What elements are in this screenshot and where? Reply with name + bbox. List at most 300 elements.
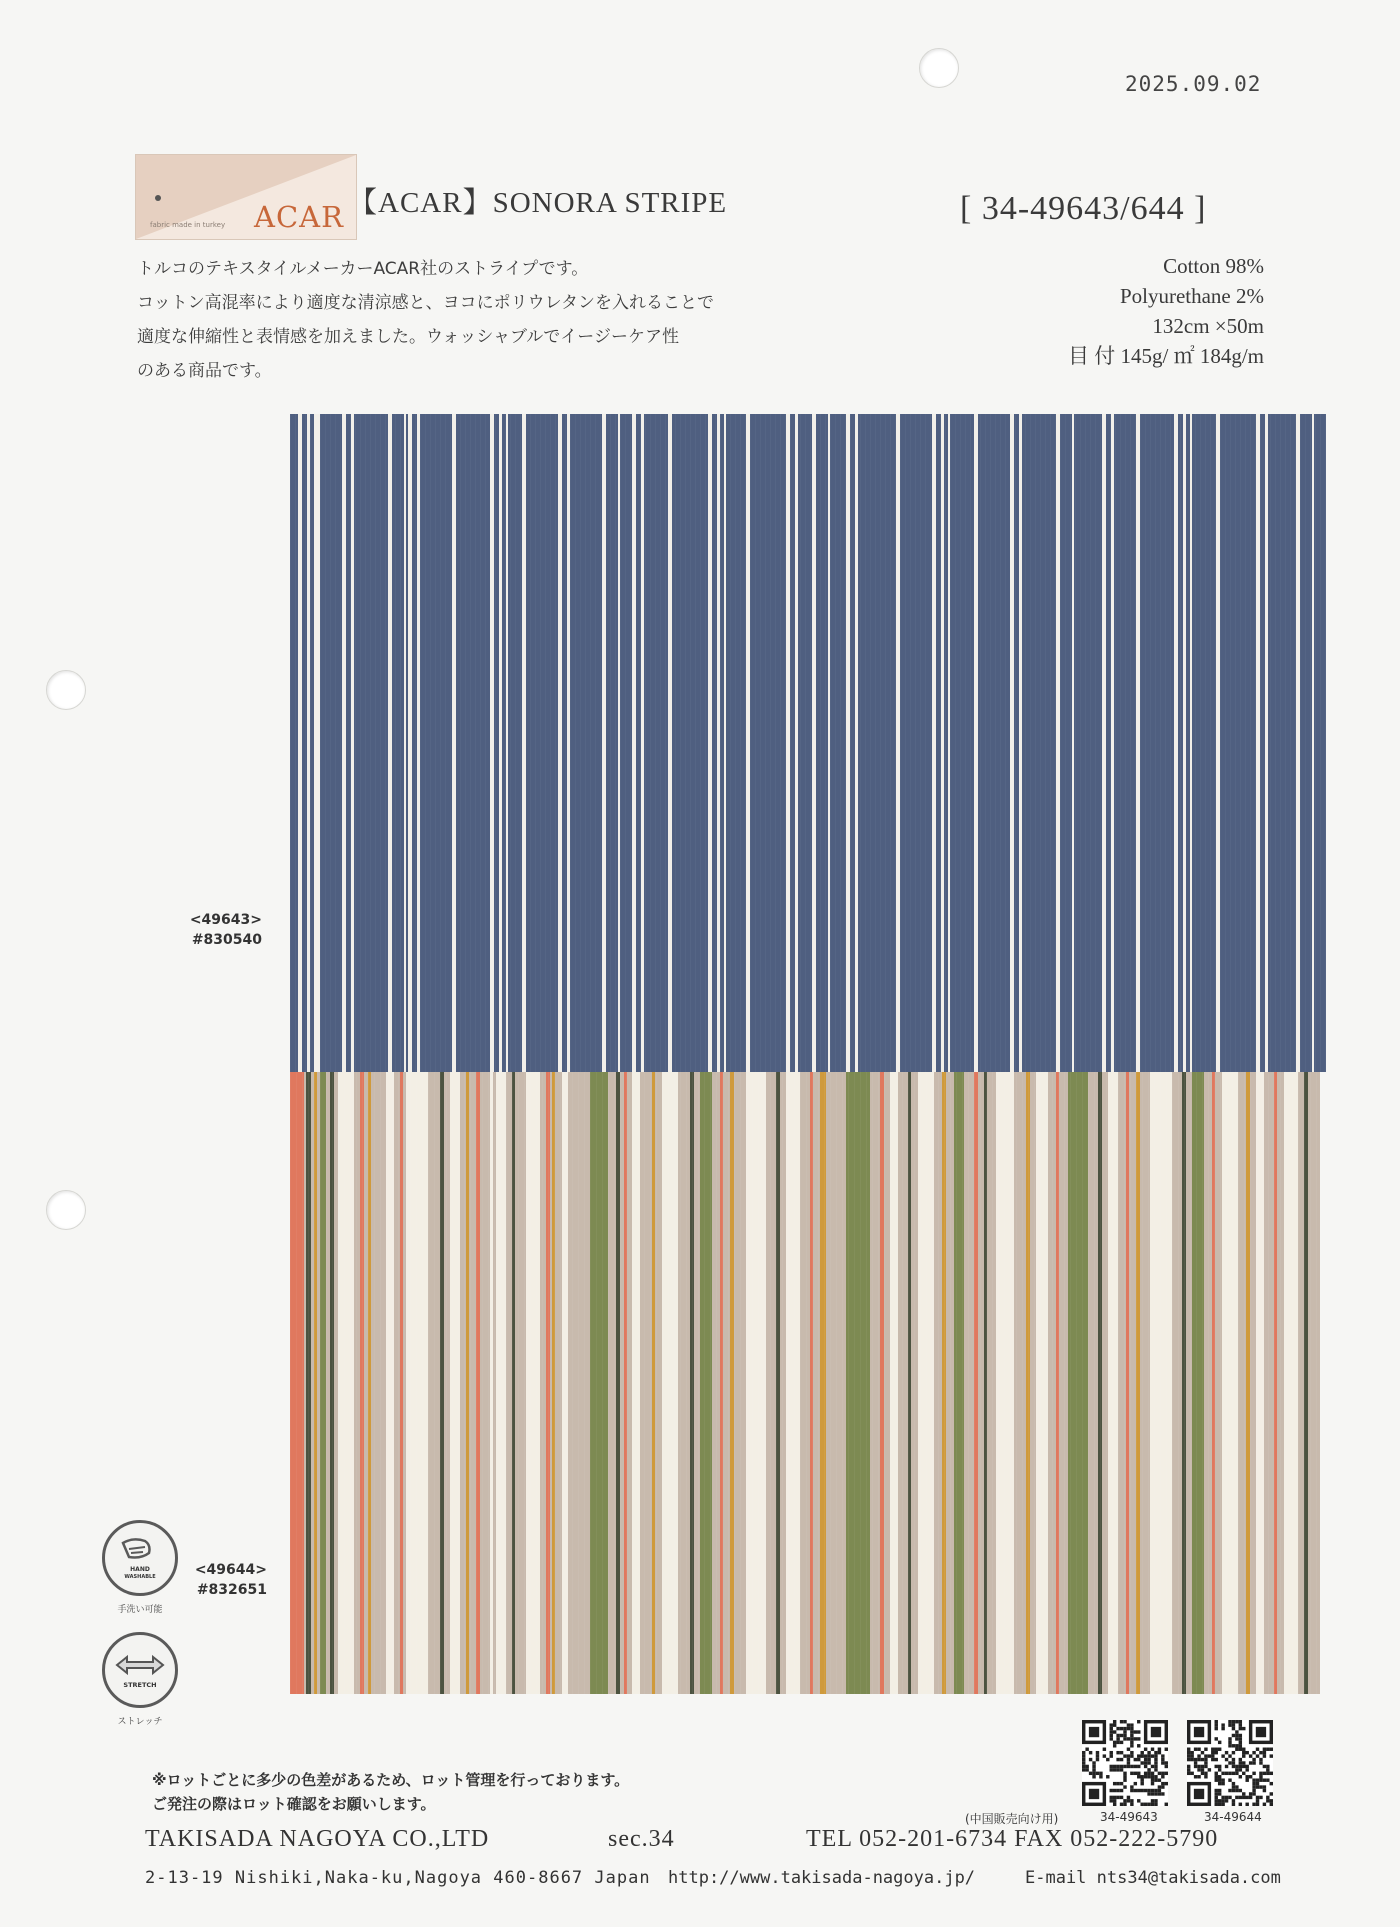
fabric-specs [1068, 251, 1264, 371]
weave-texture [608, 1072, 609, 1694]
weave-texture [698, 1072, 699, 1694]
weave-texture [986, 1072, 987, 1694]
stripe [1296, 414, 1300, 1072]
weave-texture [1090, 414, 1091, 1072]
qr-module [1113, 1720, 1116, 1723]
qr-module [1263, 1765, 1266, 1768]
qr-module [1263, 1748, 1266, 1751]
weave-texture [925, 414, 926, 1072]
qr-module [1232, 1734, 1235, 1737]
qr-module [1256, 1748, 1259, 1751]
qr-module [1228, 1754, 1231, 1757]
qr-module [1134, 1765, 1137, 1768]
qr-module [1270, 1792, 1273, 1795]
qr-module [1266, 1799, 1269, 1802]
weave-texture [398, 1072, 399, 1694]
qr-module [1187, 1765, 1190, 1768]
qr-module [1239, 1741, 1242, 1744]
qr-module [1110, 1734, 1113, 1737]
weave-texture [620, 1072, 621, 1694]
qr-module [1201, 1751, 1204, 1754]
weave-texture [1052, 1072, 1053, 1694]
qr-module [1215, 1765, 1218, 1768]
qr-module [1194, 1761, 1197, 1764]
qr-module [1123, 1778, 1126, 1781]
weave-texture [1226, 1072, 1227, 1694]
weave-texture [445, 414, 446, 1072]
weave-texture [430, 414, 431, 1072]
weave-texture [1035, 414, 1036, 1072]
qr-module [1218, 1803, 1221, 1806]
weave-texture [1214, 1072, 1215, 1694]
weave-texture [1310, 414, 1311, 1072]
weave-texture [1100, 1072, 1101, 1694]
qr-module [1232, 1803, 1235, 1806]
weave-texture [605, 414, 606, 1072]
qr-finder [1194, 1789, 1204, 1799]
fabric-swatch-49644 [290, 1072, 1320, 1694]
qr-module [1228, 1789, 1231, 1792]
qr-module [1165, 1772, 1168, 1775]
weave-texture [410, 414, 411, 1072]
qr-module [1235, 1744, 1238, 1747]
weave-texture [375, 414, 376, 1072]
qr-module [1082, 1751, 1085, 1754]
qr-module [1204, 1765, 1207, 1768]
qr-module [1127, 1748, 1130, 1751]
weave-texture [686, 1072, 687, 1694]
qr-module [1147, 1751, 1150, 1754]
weave-texture [668, 1072, 669, 1694]
qr-module [1096, 1758, 1099, 1761]
weave-texture [780, 414, 781, 1072]
swatch-color-no: #832651 [196, 1582, 267, 1598]
qr-module [1096, 1772, 1099, 1775]
qr-module [1161, 1785, 1164, 1788]
qr-code-49644[interactable] [1187, 1720, 1273, 1806]
qr-code-49643[interactable] [1082, 1720, 1168, 1806]
weave-texture [435, 414, 436, 1072]
qr-module [1110, 1727, 1113, 1730]
stripe [948, 414, 950, 1072]
qr-module [1120, 1768, 1123, 1771]
qr-module [1154, 1761, 1157, 1764]
qr-module [1137, 1720, 1140, 1723]
weave-texture [1085, 414, 1086, 1072]
website-link[interactable]: http://www.takisada-nagoya.jp/ [668, 1868, 976, 1888]
qr-module [1165, 1782, 1168, 1785]
qr-module [1110, 1789, 1113, 1792]
qr-module [1242, 1748, 1245, 1751]
weave-texture [692, 1072, 693, 1694]
weave-texture [512, 1072, 513, 1694]
weave-texture [415, 414, 416, 1072]
weave-texture [926, 1072, 927, 1694]
qr-module [1211, 1754, 1214, 1757]
qr-module [1165, 1748, 1168, 1751]
qr-module [1194, 1765, 1197, 1768]
weave-texture [1280, 414, 1281, 1072]
qr-module [1154, 1751, 1157, 1754]
weave-texture [520, 414, 521, 1072]
weave-texture [580, 414, 581, 1072]
weave-texture [885, 414, 886, 1072]
qr-module [1225, 1772, 1228, 1775]
weave-texture [1094, 1072, 1095, 1694]
weave-texture [900, 414, 901, 1072]
weave-texture [825, 414, 826, 1072]
weave-texture [745, 414, 746, 1072]
stripe [506, 414, 508, 1072]
weave-texture [896, 1072, 897, 1694]
qr-module [1242, 1796, 1245, 1799]
qr-module [1252, 1789, 1255, 1792]
qr-module [1161, 1792, 1164, 1795]
qr-module [1130, 1772, 1133, 1775]
hand-wash-icon [102, 1520, 178, 1596]
qr-module [1137, 1754, 1140, 1757]
qr-module [1215, 1727, 1218, 1730]
qr-module [1245, 1768, 1248, 1771]
notice-line: ※ロットごとに多少の色差があるため、ロット管理を行っております。 [152, 1771, 630, 1789]
weave-texture [315, 414, 316, 1072]
qr-module [1218, 1792, 1221, 1795]
qr-module [1187, 1751, 1190, 1754]
weave-texture [806, 1072, 807, 1694]
weave-texture [730, 414, 731, 1072]
qr-module [1245, 1803, 1248, 1806]
weave-texture [1004, 1072, 1005, 1694]
qr-module [1249, 1761, 1252, 1764]
weave-texture [1268, 1072, 1269, 1694]
weave-texture [1045, 414, 1046, 1072]
weave-texture [440, 414, 441, 1072]
email-address[interactable]: E-mail nts34@takisada.com [1025, 1868, 1281, 1888]
qr-module [1235, 1748, 1238, 1751]
qr-module [1259, 1751, 1262, 1754]
weave-texture [1145, 414, 1146, 1072]
weave-texture [995, 414, 996, 1072]
weave-texture [890, 1072, 891, 1694]
stripe [1246, 1072, 1250, 1694]
weave-texture [752, 1072, 753, 1694]
stripe [896, 414, 900, 1072]
stripe [417, 414, 420, 1072]
weave-texture [850, 414, 851, 1072]
qr-module [1110, 1723, 1113, 1726]
qr-module [1158, 1792, 1161, 1795]
weave-texture [1160, 414, 1161, 1072]
weave-texture [1285, 414, 1286, 1072]
weave-texture [650, 414, 651, 1072]
weave-texture [930, 414, 931, 1072]
weave-texture [1130, 414, 1131, 1072]
qr-module [1137, 1758, 1140, 1761]
qr-module [1239, 1796, 1242, 1799]
weave-texture [610, 414, 611, 1072]
weave-texture [1106, 1072, 1107, 1694]
weave-texture [575, 414, 576, 1072]
weave-texture [1235, 414, 1236, 1072]
weave-texture [464, 1072, 465, 1694]
qr-module [1239, 1775, 1242, 1778]
weave-texture [434, 1072, 435, 1694]
qr-module [1116, 1751, 1119, 1754]
qr-module [1201, 1772, 1204, 1775]
qr-module [1110, 1737, 1113, 1740]
weave-texture [650, 1072, 651, 1694]
qr-module [1147, 1772, 1150, 1775]
weave-texture [356, 1072, 357, 1694]
qr-module [1215, 1775, 1218, 1778]
qr-module [1116, 1734, 1119, 1737]
qr-module [1151, 1792, 1154, 1795]
qr-module [1113, 1782, 1116, 1785]
qr-module [1134, 1737, 1137, 1740]
stripe [466, 1072, 469, 1694]
qr-module [1245, 1751, 1248, 1754]
hand-wash-caption: 手洗い可能 [117, 1605, 163, 1615]
stripe [490, 1072, 493, 1694]
qr-module [1232, 1789, 1235, 1792]
composition-polyurethane: Polyurethane 2% [1119, 284, 1264, 308]
weave-texture [950, 1072, 951, 1694]
weave-texture [1025, 414, 1026, 1072]
weave-texture [776, 1072, 777, 1694]
qr-module [1154, 1803, 1157, 1806]
weave-texture [455, 414, 456, 1072]
qr-module [1239, 1803, 1242, 1806]
qr-module [1140, 1775, 1143, 1778]
stretch-label: STRETCH [123, 1681, 157, 1689]
qr-module [1259, 1772, 1262, 1775]
qr-module [1120, 1765, 1123, 1768]
qr-module [1232, 1727, 1235, 1730]
weave-texture [950, 414, 951, 1072]
qr-module [1120, 1727, 1123, 1730]
weave-texture [525, 414, 526, 1072]
qr-module [1218, 1768, 1221, 1771]
qr-module [1263, 1772, 1266, 1775]
qr-module [1147, 1789, 1150, 1792]
qr-module [1161, 1782, 1164, 1785]
qr-caption-49644: 34-49644 [1204, 1810, 1262, 1824]
weave-texture [596, 1072, 597, 1694]
qr-module [1106, 1775, 1109, 1778]
qr-module [1232, 1772, 1235, 1775]
qr-module [1140, 1803, 1143, 1806]
qr-module [1197, 1775, 1200, 1778]
weave-texture [494, 1072, 495, 1694]
qr-module [1137, 1737, 1140, 1740]
qr-module [1218, 1799, 1221, 1802]
qr-module [1256, 1782, 1259, 1785]
weave-texture [962, 1072, 963, 1694]
qr-module [1154, 1789, 1157, 1792]
weave-texture [854, 1072, 855, 1694]
weave-texture [1225, 414, 1226, 1072]
weave-texture [1118, 1072, 1119, 1694]
weave-texture [330, 414, 331, 1072]
qr-module [1249, 1796, 1252, 1799]
qr-module [1151, 1772, 1154, 1775]
qr-module [1235, 1785, 1238, 1788]
weave-texture [770, 414, 771, 1072]
swatch-id: <49643> [189, 912, 262, 928]
weave-texture [1260, 414, 1261, 1072]
qr-module [1252, 1758, 1255, 1761]
logo-subtitle: fabric made in turkey [150, 221, 226, 229]
qr-module [1204, 1772, 1207, 1775]
weave-texture [1016, 1072, 1017, 1694]
weave-texture [790, 414, 791, 1072]
weave-texture [332, 1072, 333, 1694]
qr-module [1144, 1803, 1147, 1806]
weave-texture [980, 1072, 981, 1694]
weave-texture [1292, 1072, 1293, 1694]
weave-texture [338, 1072, 339, 1694]
qr-module [1154, 1768, 1157, 1771]
weave-texture [705, 414, 706, 1072]
weave-texture [320, 1072, 321, 1694]
weave-texture [1180, 414, 1181, 1072]
qr-module [1144, 1754, 1147, 1757]
stripe [662, 1072, 678, 1694]
qr-module [1099, 1772, 1102, 1775]
weave-texture [1165, 414, 1166, 1072]
weave-texture [870, 414, 871, 1072]
qr-module [1239, 1734, 1242, 1737]
weave-texture [1115, 414, 1116, 1072]
qr-module [1232, 1720, 1235, 1723]
qr-module [1256, 1778, 1259, 1781]
qr-module [1134, 1782, 1137, 1785]
weave-texture [416, 1072, 417, 1694]
qr-module [1123, 1775, 1126, 1778]
description-line: トルコのテキスタイルメーカーACAR社のストライプです。 [137, 259, 589, 279]
qr-module [1190, 1751, 1193, 1754]
qr-module [1228, 1720, 1231, 1723]
qr-module [1235, 1765, 1238, 1768]
weave-texture [735, 414, 736, 1072]
weave-texture [485, 414, 486, 1072]
qr-module [1259, 1758, 1262, 1761]
weave-texture [500, 414, 501, 1072]
stripe [652, 1072, 655, 1694]
weave-texture [374, 1072, 375, 1694]
weave-texture [880, 414, 881, 1072]
qr-module [1215, 1748, 1218, 1751]
qr-module [1144, 1789, 1147, 1792]
weave-texture [770, 1072, 771, 1694]
weave-texture [370, 414, 371, 1072]
qr-module [1137, 1765, 1140, 1768]
qr-module [1266, 1765, 1269, 1768]
weave-texture [1304, 1072, 1305, 1694]
weave-texture [554, 1072, 555, 1694]
qr-module [1161, 1758, 1164, 1761]
qr-module [1225, 1765, 1228, 1768]
qr-module [1239, 1789, 1242, 1792]
weave-texture [390, 414, 391, 1072]
weave-texture [1160, 1072, 1161, 1694]
weave-texture [1105, 414, 1106, 1072]
company-name: TAKISADA NAGOYA CO.,LTD [145, 1826, 490, 1852]
qr-module [1242, 1754, 1245, 1757]
weave-texture [935, 414, 936, 1072]
qr-module [1204, 1748, 1207, 1751]
hand-wash-label-line1: HAND [130, 1566, 150, 1573]
qr-module [1232, 1758, 1235, 1761]
qr-module [1201, 1758, 1204, 1761]
qr-module [1232, 1744, 1235, 1747]
qr-module [1252, 1792, 1255, 1795]
qr-module [1270, 1782, 1273, 1785]
qr-module [1228, 1778, 1231, 1781]
qr-module [1165, 1765, 1168, 1768]
product-code: [ 34-49643/644 ] [960, 190, 1207, 227]
qr-module [1252, 1772, 1255, 1775]
weave-texture [884, 1072, 885, 1694]
qr-module [1120, 1751, 1123, 1754]
qr-module [1187, 1772, 1190, 1775]
stripe [1222, 1072, 1238, 1694]
weave-texture [975, 414, 976, 1072]
qr-module [1130, 1741, 1133, 1744]
weave-texture [788, 1072, 789, 1694]
weave-texture [1325, 414, 1326, 1072]
weave-texture [1130, 1072, 1131, 1694]
qr-module [1127, 1727, 1130, 1730]
weave-texture [920, 414, 921, 1072]
qr-module [1092, 1765, 1095, 1768]
qr-module [1235, 1768, 1238, 1771]
qr-module [1151, 1789, 1154, 1792]
qr-module [1103, 1754, 1106, 1757]
qr-module [1239, 1720, 1242, 1723]
weave-texture [1230, 414, 1231, 1072]
qr-module [1147, 1768, 1150, 1771]
weave-texture [1058, 1072, 1059, 1694]
qr-module [1263, 1789, 1266, 1792]
qr-module [1082, 1754, 1085, 1757]
weave-texture [910, 414, 911, 1072]
stripe [316, 414, 320, 1072]
qr-module [1085, 1748, 1088, 1751]
qr-module [1225, 1751, 1228, 1754]
qr-module [1215, 1720, 1218, 1723]
weave-texture [1210, 414, 1211, 1072]
qr-module [1266, 1778, 1269, 1781]
weave-texture [1055, 414, 1056, 1072]
qr-module [1218, 1775, 1221, 1778]
weave-texture [1100, 414, 1101, 1072]
weave-texture [680, 1072, 681, 1694]
weave-texture [385, 414, 386, 1072]
qr-module [1266, 1796, 1269, 1799]
weave-texture [404, 1072, 405, 1694]
weave-texture [565, 414, 566, 1072]
weave-texture [665, 414, 666, 1072]
qr-module [1113, 1799, 1116, 1802]
qr-module [1228, 1723, 1231, 1726]
weave-texture [740, 1072, 741, 1694]
weave-texture [914, 1072, 915, 1694]
qr-module [1256, 1799, 1259, 1802]
stripe [820, 1072, 826, 1694]
qr-module [1235, 1730, 1238, 1733]
description-line: コットン高混率により適度な清涼感と、ヨコにポリウレタンを入れることで [137, 293, 714, 313]
